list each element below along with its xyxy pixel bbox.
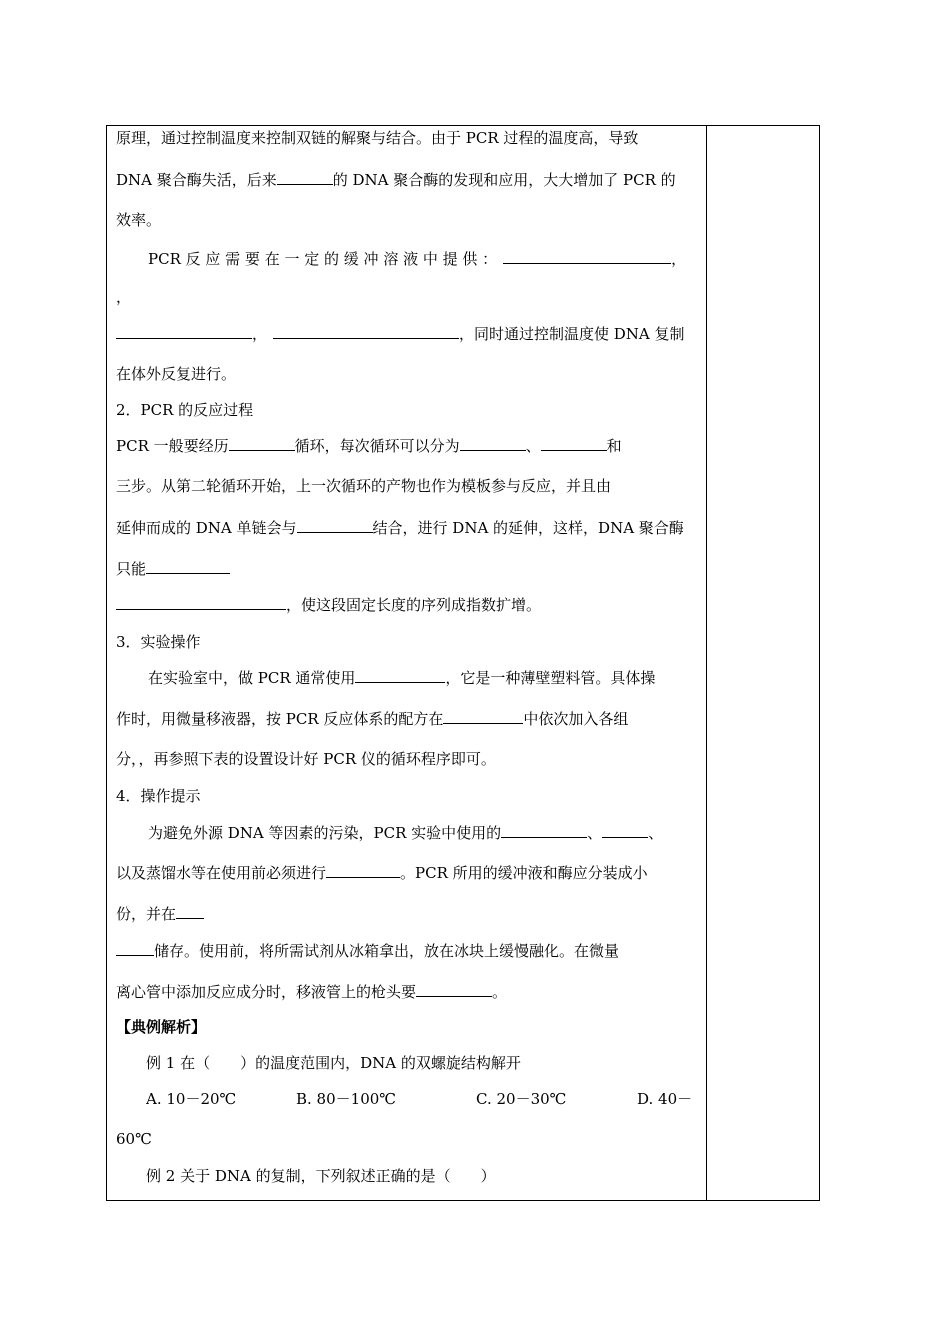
text: 循环，每次循环可以分为 [294,437,460,455]
section3-line2 [116,708,700,729]
text: 只能 [116,560,147,578]
text: 和 [606,437,622,455]
text: ，同时通过控制温度使 DNA 复制 [459,325,685,343]
fill-blank[interactable] [501,822,587,838]
option-d[interactable]: D. 40－ [637,1090,693,1108]
text: 的 DNA 聚合酶的发现和应用，大大增加了 PCR 的 [332,171,676,189]
text: 中依次加入各组 [523,710,629,728]
section4-line5 [116,981,700,1002]
section3-heading [116,632,700,652]
fill-blank[interactable] [602,822,648,838]
text: 2．PCR 的反应过程 [116,401,254,419]
text: ，它是一种薄壁塑料管。具体操 [445,669,656,687]
text: 、 [525,437,541,455]
text: 在体外反复进行。 [116,365,237,383]
fill-blank[interactable] [146,558,230,574]
text: 60℃ [116,1130,152,1148]
fill-blank[interactable] [541,435,607,451]
section2-line1 [116,435,700,456]
text: 、 [648,824,664,842]
section4-heading [116,786,700,806]
text: 。PCR 所用的缓冲液和酶应分装成小 [400,864,648,882]
option-c[interactable]: C. 20－30℃ [476,1090,567,1108]
fill-blank[interactable] [176,903,204,919]
section3-line1 [148,667,698,688]
text: 4．操作提示 [116,787,201,805]
text: 【典例解析】 [116,1018,207,1036]
fill-blank[interactable] [116,940,154,956]
text: PCR 反 应 需 要 在 一 定 的 缓 冲 溶 液 中 提 供 ： [148,250,498,268]
fill-blank[interactable] [503,248,671,264]
option-b[interactable]: B. 80－100℃ [296,1090,397,1108]
text: 份，并在 [116,905,177,923]
section4-line2 [116,862,700,883]
text: 离心管中添加反应成分时，移液管上的枪头要 [116,983,417,1001]
fill-blank[interactable] [443,708,523,724]
fill-blank[interactable] [460,435,526,451]
text: 。 [492,983,508,1001]
section2-line2 [116,476,700,496]
para1-line3 [116,210,700,230]
fill-blank[interactable] [277,169,333,185]
section2-line3 [116,517,700,538]
section2-heading [116,400,700,420]
text: 为避免外源 DNA 等因素的污染，PCR 实验中使用的 [148,824,502,842]
option-a[interactable]: A. 10－20℃ [146,1090,237,1108]
column-divider [706,125,707,1201]
text: 三步。从第二轮循环开始，上一次循环的产物也作为模板参与反应，并且由 [116,477,612,495]
para2-line4 [116,364,700,384]
section4-line3 [116,903,700,924]
text: 以及蒸馏水等在使用前必须进行 [116,864,327,882]
para1-line1 [116,128,700,148]
text: ， [252,325,268,343]
text: 、 [587,824,603,842]
para2-line2 [116,287,700,307]
text: 储存。使用前，将所需试剂从冰箱拿出，放在冰块上缓慢融化。在微量 [154,942,620,960]
text: 效率。 [116,211,162,229]
section3-line3 [116,749,700,769]
para1-line2 [116,169,700,190]
text: 在实验室中，做 PCR 通常使用 [148,669,356,687]
text: 结合，进行 DNA 的延伸，这样，DNA 聚合酶 [372,519,684,537]
fill-blank[interactable] [297,517,373,533]
fill-blank[interactable] [416,981,492,997]
para2-line3 [116,323,700,344]
para2-line1 [148,248,698,269]
text: ，使这段固定长度的序列成指数扩增。 [286,596,542,614]
text: 作时，用微量移液器，按 PCR 反应体系的配方在 [116,710,444,728]
example1-option-d-cont [116,1129,700,1149]
example1-question [146,1053,696,1073]
fill-blank[interactable] [116,594,286,610]
example2-question [146,1166,696,1186]
section4-line1 [148,822,698,843]
section2-line5 [116,594,700,615]
text: 分，，再参照下表的设置设计好 PCR 仪的循环程序即可。 [116,750,496,768]
fill-blank[interactable] [273,323,459,339]
section2-line4 [116,558,700,579]
text: 例 1 在（ ）的温度范围内，DNA 的双螺旋结构解开 [146,1054,521,1072]
text: 3．实验操作 [116,633,201,651]
text: 原理，通过控制温度来控制双链的解聚与结合。由于 PCR 过程的温度高，导致 [116,129,639,147]
fill-blank[interactable] [355,667,445,683]
text: 延伸而成的 DNA 单链会与 [116,519,297,537]
text: 例 2 关于 DNA 的复制，下列叙述正确的是（ ） [146,1167,496,1185]
text: ， [671,250,687,268]
text: PCR 一般要经历 [116,437,229,455]
examples-heading [116,1017,700,1037]
text: DNA 聚合酶失活，后来 [116,171,277,189]
fill-blank[interactable] [229,435,295,451]
section4-line4 [116,940,700,961]
text: ， [116,288,132,306]
fill-blank[interactable] [326,862,400,878]
fill-blank[interactable] [116,323,252,339]
